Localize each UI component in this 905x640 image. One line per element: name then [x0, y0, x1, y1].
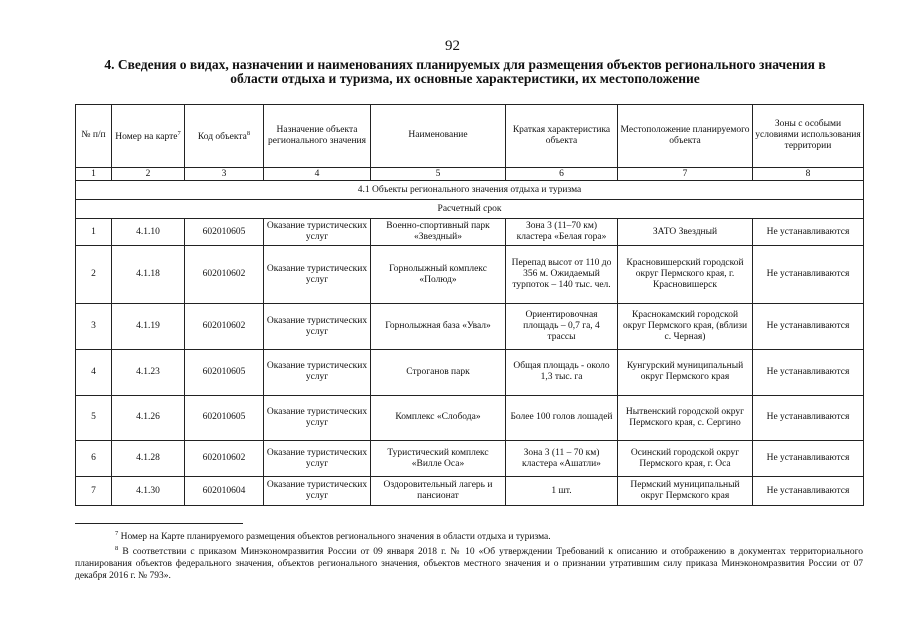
object-zones: Не устанавливаются — [753, 350, 864, 395]
section-title: 4. Сведения о видах, назначении и наименованиях планируемых для размещения объектов регионального значения в области отдыха и туризма, их основные характеристики, их местоположение — [104, 57, 826, 86]
object-location: Краснокамский городской округ Пермского края, (вблизи с. Черная) — [618, 303, 753, 349]
object-location: Осинский городской округ Пермского края, г. Оса — [618, 440, 753, 476]
object-name: Горнолыжный комплекс «Полюд» — [371, 246, 506, 304]
table-row — [76, 395, 864, 440]
column-number: 7 — [618, 167, 753, 180]
column-number: 6 — [506, 167, 618, 180]
header-cell-characteristic: Краткая характеристика объекта — [506, 105, 618, 168]
footnote-mark: 7 — [115, 530, 119, 537]
object-characteristic: 1 шт. — [506, 477, 618, 506]
subsection-row — [76, 199, 864, 219]
object-characteristic: Перепад высот от 110 до 356 м. Ожидаемый турпоток – 140 тыс. чел. — [506, 246, 618, 304]
object-name: Военно-спортивный парк «Звездный» — [371, 219, 506, 246]
object-zones: Не устанавливаются — [753, 477, 864, 506]
footnote-text: Номер на Карте планируемого размещения объектов регионального значения в области отдыха и туризма. — [120, 532, 551, 543]
section-heading: 4.1 Объекты регионального значения отдыха и туризма — [76, 181, 864, 200]
map-number: 4.1.18 — [112, 246, 185, 304]
row-number: 2 — [76, 246, 112, 304]
object-code: 602010602 — [185, 440, 264, 476]
footnotes — [75, 528, 863, 582]
column-number: 3 — [185, 167, 264, 180]
section-row — [76, 181, 864, 200]
object-purpose: Оказание туристических услуг — [264, 246, 371, 304]
map-number: 4.1.19 — [112, 303, 185, 349]
object-name: Горнолыжная база «Увал» — [371, 303, 506, 349]
object-location: Нытвенский городской округ Пермского края, с. Сергино — [618, 395, 753, 440]
object-name: Строганов парк — [371, 350, 506, 395]
table-row — [76, 350, 864, 395]
column-number: 5 — [371, 167, 506, 180]
object-purpose: Оказание туристических услуг — [264, 350, 371, 395]
object-characteristic: Зона 3 (11–70 км) кластера «Белая гора» — [506, 219, 618, 246]
object-characteristic: Ориентировочная площадь – 0,7 га, 4 трассы — [506, 303, 618, 349]
header-cell-code: Код объекта$^8$ — [185, 105, 264, 168]
object-purpose: Оказание туристических услуг — [264, 440, 371, 476]
object-purpose: Оказание туристических услуг — [264, 303, 371, 349]
row-number: 7 — [76, 477, 112, 506]
table-row — [76, 246, 864, 304]
header-cell-number: № п/п — [76, 105, 112, 168]
object-characteristic: Более 100 голов лошадей — [506, 395, 618, 440]
object-code: 602010604 — [185, 477, 264, 506]
object-code: 602010605 — [185, 350, 264, 395]
footnote-ref: 7 — [177, 130, 181, 138]
objects-table — [75, 104, 864, 506]
row-number: 3 — [76, 303, 112, 349]
object-zones: Не устанавливаются — [753, 440, 864, 476]
footnote-7 — [75, 528, 863, 543]
object-name: Оздоровительный лагерь и пансионат — [371, 477, 506, 506]
object-characteristic: Зона 3 (11 – 70 км) кластера «Ашатли» — [506, 440, 618, 476]
header-cell-map: Номер на карте$^7$ — [112, 105, 185, 168]
header-cell-zones: Зоны с особыми условиями использования территории — [753, 105, 864, 168]
header-row — [76, 105, 864, 168]
object-purpose: Оказание туристических услуг — [264, 219, 371, 246]
footnote-text: В соответствии с приказом Минэкономразвития России от 09 января 2018 г. № 10 «Об утверждении Требований к описанию и отображению в документах территориального планирования объектов федерального значения, объектов регионального значения, объектов местного значения и о признании утратившим силу приказа Минэкономразвития России от 07 декабря 2016 г. № 793». — [75, 547, 864, 582]
map-number: 4.1.26 — [112, 395, 185, 440]
footnote-mark: 8 — [115, 545, 119, 553]
page-number: 92 — [445, 38, 460, 54]
object-zones: Не устанавливаются — [753, 303, 864, 349]
table-row — [76, 477, 864, 506]
object-zones: Не устанавливаются — [753, 395, 864, 440]
object-name: Туристический комплекс «Вилле Оса» — [371, 440, 506, 476]
table-row — [76, 303, 864, 349]
header-cell-name: Наименование — [371, 105, 506, 168]
map-number: 4.1.10 — [112, 219, 185, 246]
object-zones: Не устанавливаются — [753, 219, 864, 246]
object-location: Пермский муниципальный округ Пермского края — [618, 477, 753, 506]
header-cell-location: Местоположение планируемого объекта — [618, 105, 753, 168]
map-number: 4.1.28 — [112, 440, 185, 476]
footnote-8 — [75, 543, 863, 582]
subsection-heading: Расчетный срок — [76, 199, 864, 219]
table-row — [76, 219, 864, 246]
header-cell-purpose: Назначение объекта регионального значения — [264, 105, 371, 168]
object-purpose: Оказание туристических услуг — [264, 477, 371, 506]
object-location: ЗАТО Звездный — [618, 219, 753, 246]
object-purpose: Оказание туристических услуг — [264, 395, 371, 440]
row-number: 1 — [76, 219, 112, 246]
object-location: Кунгурский муниципальный округ Пермского края — [618, 350, 753, 395]
object-code: 602010602 — [185, 303, 264, 349]
column-number: 2 — [112, 167, 185, 180]
object-code: 602010602 — [185, 246, 264, 304]
row-number: 5 — [76, 395, 112, 440]
map-number: 4.1.30 — [112, 477, 185, 506]
map-number: 4.1.23 — [112, 350, 185, 395]
object-characteristic: Общая площадь - около 1,3 тыс. га — [506, 350, 618, 395]
object-code: 602010605 — [185, 395, 264, 440]
row-number: 6 — [76, 440, 112, 476]
column-number: 8 — [753, 167, 864, 180]
footnote-ref: 8 — [246, 130, 251, 138]
object-location: Красновишерский городской округ Пермского края, г. Красновишерск — [618, 246, 753, 304]
column-number-row — [76, 167, 864, 180]
object-name: Комплекс «Слобода» — [371, 395, 506, 440]
footnote-divider — [75, 523, 243, 524]
object-code: 602010605 — [185, 219, 264, 246]
object-zones: Не устанавливаются — [753, 246, 864, 304]
row-number: 4 — [76, 350, 112, 395]
column-number: 1 — [76, 167, 112, 180]
column-number: 4 — [264, 167, 371, 180]
table-row — [76, 440, 864, 476]
